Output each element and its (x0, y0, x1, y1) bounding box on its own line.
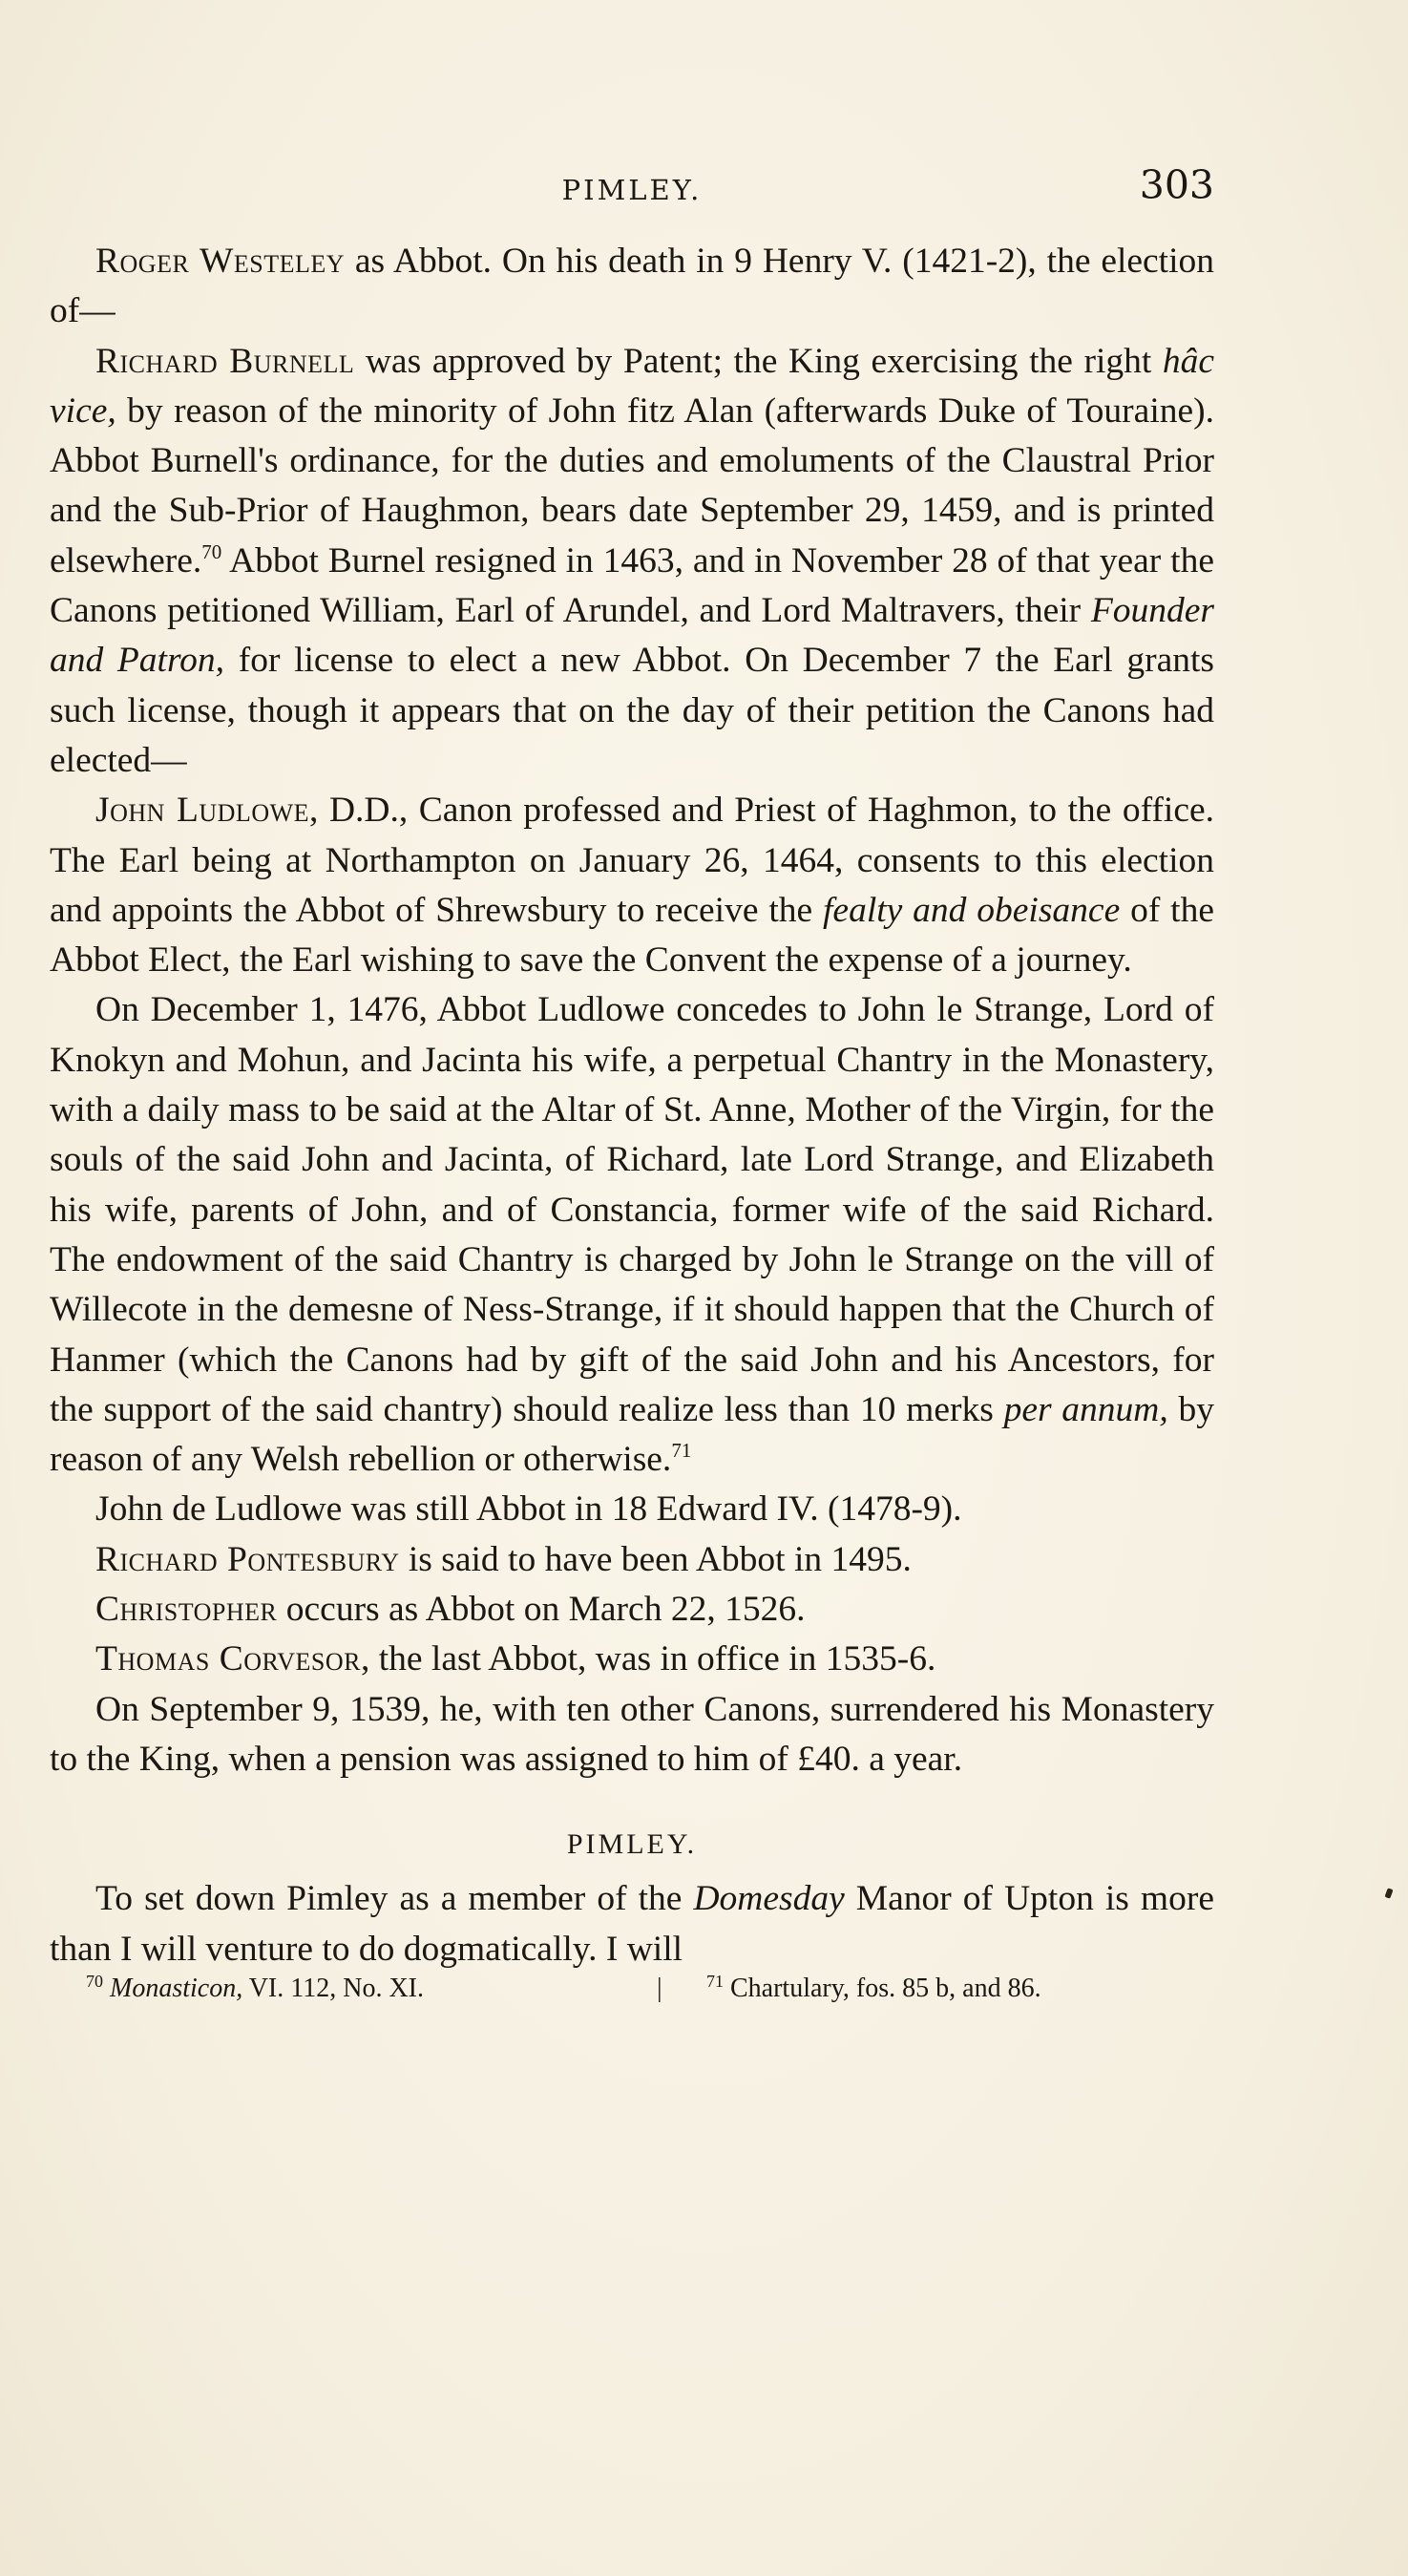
paragraph-text: for license to elect a new Abbot. On December 7 the Earl grants such license, though it appears that on the day of their petition the Canons had elected— (50, 641, 1215, 780)
footnote-italic: Monasticon, (110, 1974, 243, 2003)
abbot-name: Richard Burnell (95, 341, 355, 381)
footnote-ref: 71 (671, 1439, 692, 1463)
paragraph-text: by reason of any Welsh rebellion or otherwise. (50, 1389, 1215, 1480)
paragraph-text: John de Ludlowe was still Abbot in 18 Edward IV. (1478-9). (95, 1489, 962, 1530)
paragraph-text: as Abbot. On his death in 9 Henry V. (1421-2), the election of— (50, 242, 1215, 331)
paragraph-surrender (50, 1685, 1214, 1785)
paragraph-richard-burnell (50, 337, 1214, 787)
footnote-mark: 71 (706, 1972, 724, 1991)
running-head (50, 162, 1214, 220)
abbot-name: Richard Pontesbury (95, 1539, 400, 1579)
paragraph-text: was approved by Patent; the King exercising the right (354, 341, 1163, 381)
paragraph-thomas-corvesor (50, 1635, 1214, 1684)
paragraph-pimley (50, 1874, 1214, 1974)
footnote-text: VI. 112, No. XI. (242, 1974, 424, 2003)
paragraph-text: Abbot Burnel resigned in 1463, and in November 28 of that year the Canons petitioned William, Earl of Arundel, and Lord Maltravers, their (50, 540, 1214, 631)
abbot-name: Thomas Corvesor (95, 1639, 361, 1679)
paragraph-richard-pontesbury (50, 1535, 1214, 1585)
paragraph-text: of the Abbot Elect, the Earl wishing to save the Convent the expense of a journey. (50, 890, 1214, 981)
page-number: 303 (1139, 162, 1214, 208)
paragraph-text: occurs as Abbot on March 22, 1526. (277, 1590, 806, 1630)
paragraph-ludlowe-still-abbot (50, 1485, 1214, 1534)
italic-phrase: per annum, (1003, 1389, 1168, 1429)
paragraph-john-ludlowe (50, 786, 1214, 985)
abbot-name: Roger Westeley (95, 242, 346, 281)
italic-phrase: fealty and obeisance (823, 890, 1121, 930)
footnote-text: Chartulary, fos. 85 b, and 86. (724, 1974, 1041, 2003)
footnote-71 (706, 1970, 1041, 2008)
footnote-mark: 70 (86, 1972, 103, 1991)
paragraph-roger-westeley (50, 237, 1214, 337)
paragraph-text: , the last Abbot, was in office in 1535-6. (360, 1639, 936, 1679)
running-title: PIMLEY. (561, 174, 703, 206)
paragraph-chantry (50, 985, 1214, 1485)
italic-phrase: hâc vice, (50, 341, 1214, 431)
italic-phrase: Founder and Patron, (50, 591, 1214, 681)
paragraph-text: To set down Pimley as a member of the (95, 1879, 694, 1919)
footnote-ref: 70 (201, 539, 222, 563)
footnote-70 (86, 1970, 424, 2008)
body-text (50, 237, 1214, 1974)
paragraph-text: On December 1, 1476, Abbot Ludlowe concedes to John le Strange, Lord of Knokyn and Mohun, and Jacinta his wife, a perpetual Chantry in the Monastery, with a daily mass to be said at the Altar of St. Anne, Mother of the Virgin, for the souls of the said John and Jacinta, of Richard, late Lord Strange, and Elizabeth his wife, parents of John, and of Constancia, former wife of the said Richard. The endowment of the said Chantry is charged by John le Strange on the vill of Willecote in the demesne of Ness-Strange, if it should happen that the Church of Hanmer (which the Canons had by gift of the said John and his Ancestors, for the support of the said chantry) should realize less than 10 merks (50, 990, 1214, 1429)
paragraph-text: by reason of the minority of John fitz Alan (afterwards Duke of Touraine). Abbot Burnell's ordinance, for the duties and emoluments of the Claustral Prior and the Sub-Prior of Haughmon, bears date September 29, 1459, and is printed elsewhere. (50, 391, 1214, 581)
paragraph-text: , D.D., Canon professed and Priest of Haghmon, to the office. The Earl being at Northampton on January 26, 1464, consents to this election and appoints the Abbot of Shrewsbury to receive the (50, 791, 1214, 930)
abbot-name: John Ludlowe (95, 791, 310, 831)
section-heading: PIMLEY. (566, 1828, 698, 1861)
footnote-separator: | (657, 1974, 662, 2003)
paragraph-christopher (50, 1585, 1214, 1635)
paragraph-text: Manor of Upton is more than I will venture to do dogmatically. I will (50, 1879, 1214, 1969)
abbot-name: Christopher (95, 1590, 278, 1630)
paragraph-text: is said to have been Abbot in 1495. (399, 1539, 912, 1579)
italic-phrase: Domesday (693, 1879, 845, 1919)
ink-speck (1384, 1888, 1393, 1898)
paragraph-text: On September 9, 1539, he, with ten other Canons, surrendered his Monastery to the King, when a pension was assigned to him of £40. a year. (50, 1689, 1214, 1779)
